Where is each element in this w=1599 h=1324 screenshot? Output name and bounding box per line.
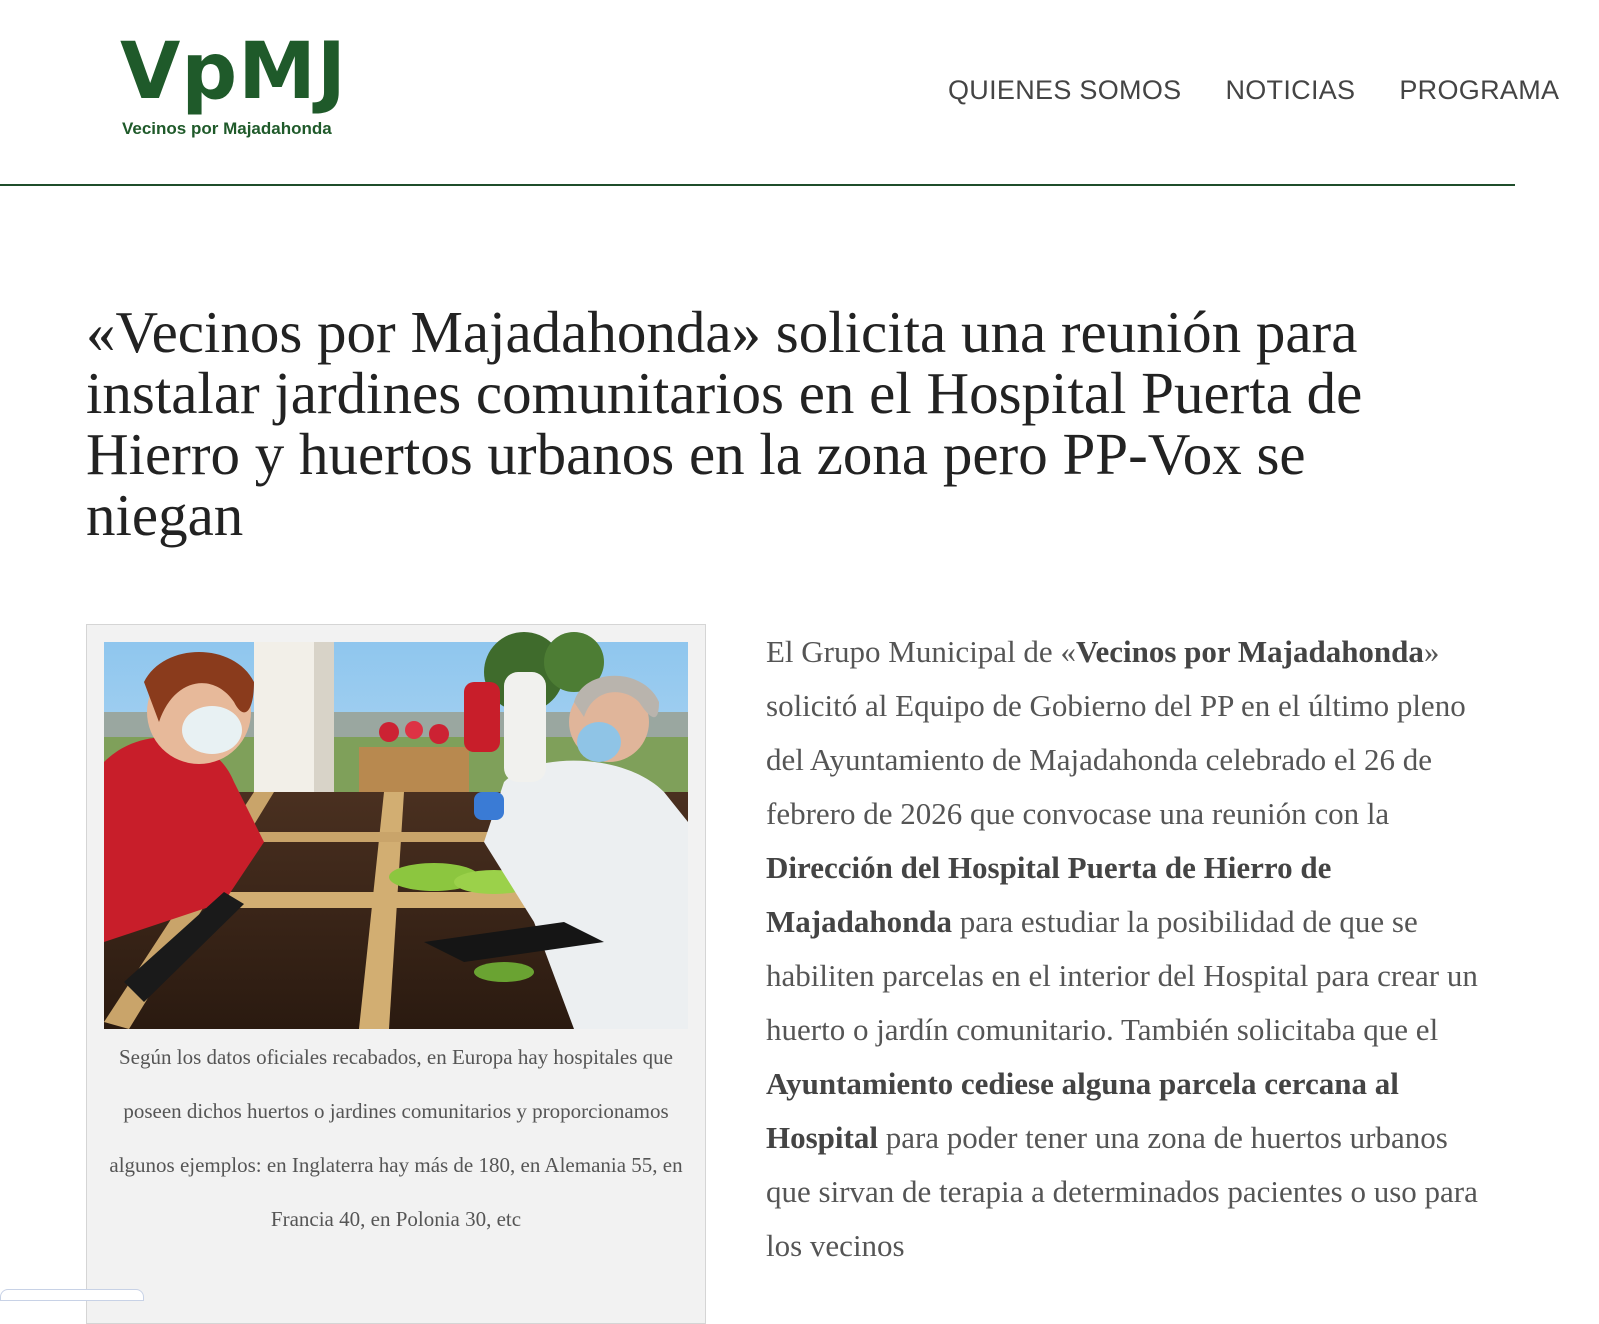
article-photo[interactable] <box>104 642 688 1029</box>
nav-item-quienes-somos[interactable]: QUIENES SOMOS <box>948 75 1182 105</box>
logo-tagline: Vecinos por Majadahonda <box>122 119 332 138</box>
body-bold-3: Ayuntamiento cediese alguna parcela cercana al Hospital <box>766 1066 1399 1155</box>
body-text-4: para poder tener una zona de huertos urbanos que sirvan de terapia a determinados pacientes o uso para los vecinos <box>766 1120 1478 1263</box>
main-nav <box>948 72 1560 108</box>
figure-caption: Según los datos oficiales recabados, en Europa hay hospitales que poseen dichos huertos o jardines comunitarios y proporcionamos algunos ejemplos: en Inglaterra hay más de 180, en Alemania 55, en Francia 40, en Polonia 30, etc <box>109 1045 683 1231</box>
cookie-tab[interactable] <box>0 1289 144 1301</box>
body-text-3: para estudiar la posibilidad de que se habiliten parcelas en el interior del Hospital para crear un huerto o jardín comunitario. También solicitaba que el <box>766 904 1478 1047</box>
article-body <box>766 625 1478 1273</box>
body-bold-1: Vecinos por Majadahonda <box>1075 634 1424 669</box>
logo-mark: VpMJ <box>120 27 347 117</box>
nav-item-noticias[interactable]: NOTICIAS <box>1225 75 1356 105</box>
body-bold-2: Dirección del Hospital Puerta de Hierro de Majadahonda <box>766 850 1332 939</box>
body-text-2: » solicitó al Equipo de Gobierno del PP en el último pleno del Ayuntamiento de Majadahonda celebrado el 26 de febrero de 2026 que convocase una reunión con la <box>766 634 1466 831</box>
nav-item-programa[interactable]: PROGRAMA <box>1399 75 1560 105</box>
site-logo[interactable] <box>120 28 370 148</box>
article-figure <box>86 624 706 1324</box>
site-header <box>0 0 1560 186</box>
article-title: «Vecinos por Majadahonda» solicita una reunión para instalar jardines comunitarios en el Hospital Puerta de Hierro y huertos urbanos en la zona pero PP-Vox se niegan <box>86 299 1363 548</box>
body-text-1: El Grupo Municipal de « <box>766 634 1076 669</box>
garden-photo-illustration <box>104 642 688 1029</box>
